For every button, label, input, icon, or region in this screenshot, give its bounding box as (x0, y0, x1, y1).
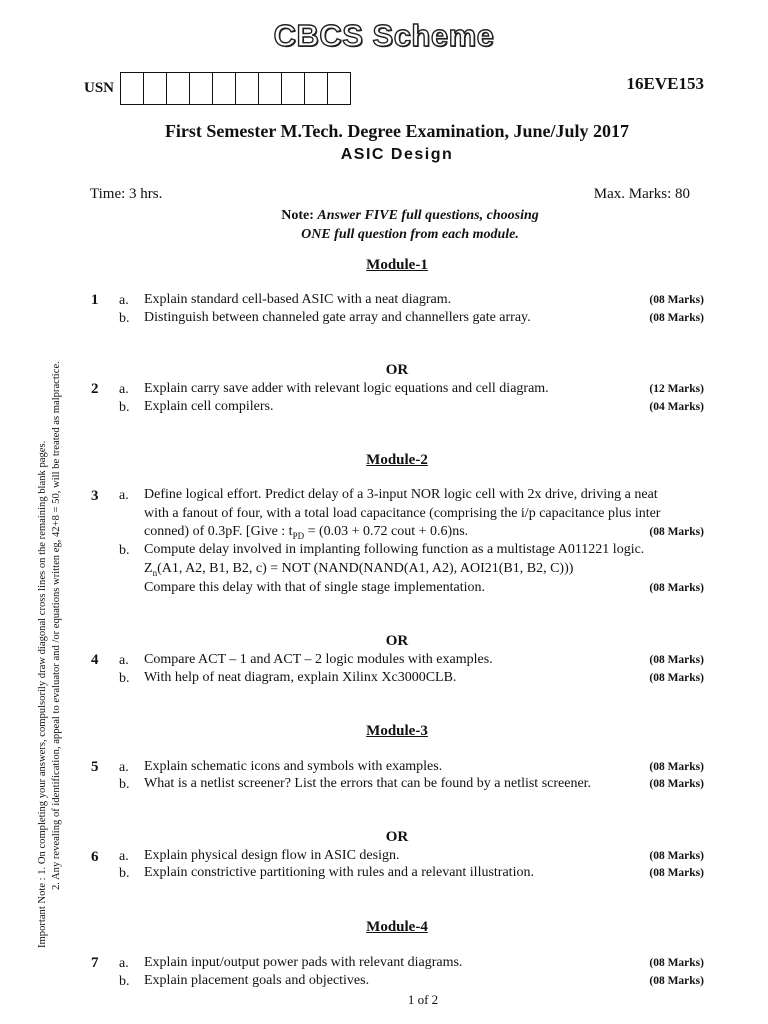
marks: (08 Marks) (649, 761, 704, 773)
text-part: = (0.03 + 0.72 cout + 0.6)ns. (304, 524, 469, 539)
side-important-note (36, 361, 64, 948)
or-separator: OR (385, 362, 409, 378)
usn-box[interactable] (167, 73, 190, 104)
note-label: Note: (281, 208, 314, 223)
question-number: 6 (91, 849, 99, 865)
question-text: Explain physical design flow in ASIC design. (144, 848, 400, 863)
question-number: 7 (91, 955, 99, 971)
part-label: b. (119, 974, 130, 989)
part-label: a. (119, 488, 129, 503)
question-number: 2 (91, 381, 99, 397)
usn-box[interactable] (282, 73, 305, 104)
text-part: (A1, A2, B1, B2, c) = NOT (NAND(NAND(A1, A2), AOI21(B1, B2, C))) (157, 561, 574, 576)
usn-boxes[interactable] (120, 72, 351, 105)
question-number: 5 (91, 759, 99, 775)
marks: (08 Marks) (649, 867, 704, 879)
question-text: with a fanout of four, with a total load capacitance (comprising the i/p capacitance plus inter (144, 506, 661, 521)
text-part: conned) of 0.3pF. [Give : t (144, 524, 293, 539)
scheme-stamp: CBCS Scheme (273, 18, 495, 53)
marks: (08 Marks) (649, 582, 704, 594)
question-text: Explain schematic icons and symbols with examples. (144, 759, 443, 774)
usn-box[interactable] (305, 73, 328, 104)
subject-title: ASIC Design (340, 146, 454, 163)
usn-box[interactable] (121, 73, 144, 104)
question-text: Explain input/output power pads with relevant diagrams. (144, 955, 463, 970)
question-text: Explain constrictive partitioning with rules and a relevant illustration. (144, 865, 534, 880)
question-number: 3 (91, 488, 99, 504)
part-label: a. (119, 956, 129, 971)
marks: (08 Marks) (649, 312, 704, 324)
subscript: PD (292, 530, 305, 541)
marks: (08 Marks) (649, 294, 704, 306)
exam-title: First Semester M.Tech. Degree Examination, June/July 2017 (164, 121, 630, 141)
marks: (08 Marks) (649, 778, 704, 790)
or-separator: OR (385, 633, 409, 649)
question-text: Compute delay involved in implanting following function as a multistage A011221 logic. (144, 542, 645, 557)
question-text: Define logical effort. Predict delay of a 3-input NOR logic cell with 2x drive, driving a neat (144, 487, 658, 502)
module-heading: Module-1 (366, 257, 428, 273)
module-heading: Module-4 (366, 919, 428, 935)
note-line-1: Answer FIVE full questions, choosing (317, 208, 539, 223)
question-text: Compare this delay with that of single stage implementation. (144, 580, 485, 595)
question-text: With help of neat diagram, explain Xilinx Xc3000CLB. (144, 670, 457, 685)
question-text: Explain cell compilers. (144, 399, 274, 414)
marks: (08 Marks) (649, 654, 704, 666)
question-text: Explain standard cell-based ASIC with a neat diagram. (144, 292, 452, 307)
marks: (12 Marks) (649, 383, 704, 395)
question-number: 1 (91, 292, 99, 308)
marks: (08 Marks) (649, 957, 704, 969)
question-text (144, 561, 573, 578)
part-label: a. (119, 293, 129, 308)
text-part: Z (144, 561, 153, 576)
page-number: 1 of 2 (407, 992, 439, 1007)
usn-box[interactable] (328, 73, 350, 104)
usn-box[interactable] (213, 73, 236, 104)
part-label: b. (119, 311, 130, 326)
usn-box[interactable] (236, 73, 259, 104)
usn-box[interactable] (190, 73, 213, 104)
usn-box[interactable] (259, 73, 282, 104)
marks: (04 Marks) (649, 401, 704, 413)
usn-box[interactable] (144, 73, 167, 104)
module-heading: Module-2 (366, 452, 428, 468)
question-number: 4 (91, 652, 99, 668)
instructions-note (0, 206, 768, 244)
marks: (08 Marks) (649, 672, 704, 684)
marks: (08 Marks) (649, 526, 704, 538)
part-label: a. (119, 653, 129, 668)
question-text (144, 524, 468, 541)
subscript: n (152, 567, 158, 578)
note-line-2: ONE full question from each module. (301, 227, 519, 242)
course-code: 16EVE153 (626, 74, 704, 93)
time-allowed: Time: 3 hrs. (90, 186, 163, 202)
part-label: b. (119, 400, 130, 415)
part-label: a. (119, 760, 129, 775)
usn-label: USN (84, 80, 115, 96)
part-label: a. (119, 382, 129, 397)
question-text: Compare ACT – 1 and ACT – 2 logic modules with examples. (144, 652, 493, 667)
max-marks: Max. Marks: 80 (593, 186, 690, 202)
marks: (08 Marks) (649, 850, 704, 862)
question-text: Explain carry save adder with relevant logic equations and cell diagram. (144, 381, 549, 396)
part-label: b. (119, 777, 130, 792)
question-text: What is a netlist screener? List the errors that can be found by a netlist screener. (144, 776, 592, 791)
question-text: Distinguish between channeled gate array and channellers gate array. (144, 310, 531, 325)
part-label: a. (119, 849, 129, 864)
part-label: b. (119, 866, 130, 881)
module-heading: Module-3 (366, 723, 428, 739)
part-label: b. (119, 543, 130, 558)
part-label: b. (119, 671, 130, 686)
marks: (08 Marks) (649, 975, 704, 987)
side-note-line-1: Important Note : 1. On completing your answers, compulsorily draw diagonal cross lines on the remaining blank pages. (37, 440, 48, 948)
or-separator: OR (385, 829, 409, 845)
side-note-line-2: 2. Any revealing of identification, appeal to evaluator and /or equations written eg, 42+8 = 50, will be treated as malpractice. (51, 361, 62, 890)
question-text: Explain placement goals and objectives. (144, 973, 370, 988)
